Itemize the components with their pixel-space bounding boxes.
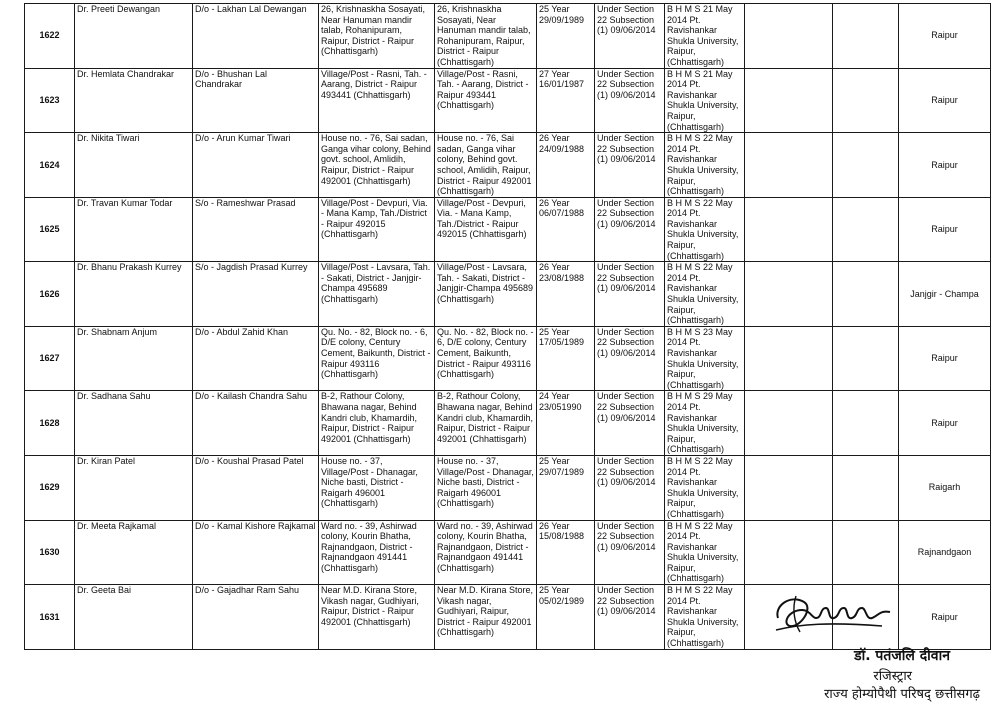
age-dob: 26 Year 23/08/1988 [537,262,595,327]
qualification: B H M S 29 May 2014 Pt. Ravishankar Shukla University, Raipur, (Chhattisgarh) [665,391,745,456]
serial-number: 1622 [25,4,75,69]
signature-mark [770,588,900,638]
parent-name: S/o - Rameshwar Prasad [193,197,319,262]
registrar-name: डॉ. पतंजलि दीवान [854,648,950,664]
age-dob: 24 Year 23/051990 [537,391,595,456]
age-dob: 26 Year 15/08/1988 [537,520,595,585]
district: Raipur [899,4,991,69]
qualification: B H M S 23 May 2014 Pt. Ravishankar Shukla University, Raipur, (Chhattisgarh) [665,326,745,391]
qualification: B H M S 21 May 2014 Pt. Ravishankar Shukla University, Raipur, (Chhattisgarh) [665,68,745,133]
registration-details: Under Section 22 Subsection (1) 09/06/2014 [595,585,665,650]
district: Raipur [899,197,991,262]
parent-name: S/o - Jagdish Prasad Kurrey [193,262,319,327]
permanent-address: Qu. No. - 82, Block no. - 6, D/E colony, Century Cement, Baikunth, District - Raipur 493116 (Chhattisgarh) [319,326,435,391]
table-row [25,197,991,262]
serial-number: 1625 [25,197,75,262]
qualification: B H M S 22 May 2014 Pt. Ravishankar Shukla University, Raipur, (Chhattisgarh) [665,262,745,327]
present-address: Qu. No. - 82, Block no. - 6, D/E colony, Century Cement, Baikunth, District - Raipur 493116 (Chhattisgarh) [435,326,537,391]
present-address: House no. - 37, Village/Post - Dhanagar, Niche basti, District - Raigarh 496001 (Chhattisgarh) [435,455,537,520]
present-address: Village/Post - Devpuri, Via. - Mana Kamp, Tah./District - Raipur 492015 (Chhattisgarh) [435,197,537,262]
present-address: Village/Post - Rasni, Tah. - Aarang, District - Raipur 493441 (Chhattisgarh) [435,68,537,133]
age-dob: 26 Year 24/09/1988 [537,133,595,198]
parent-name: D/o - Lakhan Lal Dewangan [193,4,319,69]
serial-number: 1628 [25,391,75,456]
serial-number: 1629 [25,455,75,520]
district: Raipur [899,133,991,198]
serial-number: 1630 [25,520,75,585]
parent-name: D/o - Kamal Kishore Rajkamal [193,520,319,585]
serial-number: 1623 [25,68,75,133]
parent-name: D/o - Bhushan Lal Chandrakar [193,68,319,133]
age-dob: 25 Year 29/07/1989 [537,455,595,520]
registration-details: Under Section 22 Subsection (1) 09/06/2014 [595,4,665,69]
empty-cell [833,68,899,133]
registration-details: Under Section 22 Subsection (1) 09/06/2014 [595,455,665,520]
present-address: Ward no. - 39, Ashirwad colony, Kourin Bhatha, Rajnandgaon, District - Rajnandgaon 491441 (Chhattisgarh) [435,520,537,585]
empty-cell [833,262,899,327]
present-address: Near M.D. Kirana Store, Vikash nagar, Gudhiyari, Raipur, District - Raipur 492001 (Chhattisgarh) [435,585,537,650]
doctor-name: Dr. Kiran Patel [75,455,193,520]
district: Rajnandgaon [899,520,991,585]
qualification: B H M S 22 May 2014 Pt. Ravishankar Shukla University, Raipur, (Chhattisgarh) [665,197,745,262]
present-address: 26, Krishnaskha Sosayati, Near Hanuman mandir talab, Rohanipuram, Raipur, District - Raipur (Chhattisgarh) [435,4,537,69]
registration-details: Under Section 22 Subsection (1) 09/06/2014 [595,133,665,198]
district: Raipur [899,326,991,391]
council-name: राज्य होम्योपैथी परिषद् छत्तीसगढ़ [824,687,980,702]
empty-cell [745,326,833,391]
age-dob: 26 Year 06/07/1988 [537,197,595,262]
empty-cell [745,4,833,69]
district: Janjgir - Champa [899,262,991,327]
registration-details: Under Section 22 Subsection (1) 09/06/2014 [595,520,665,585]
registrar-title: रजिस्ट्रार [873,669,912,684]
registration-details: Under Section 22 Subsection (1) 09/06/2014 [595,68,665,133]
district: Raipur [899,585,991,650]
table-row [25,133,991,198]
empty-cell [745,391,833,456]
serial-number: 1624 [25,133,75,198]
district: Raigarh [899,455,991,520]
table-row [25,391,991,456]
parent-name: D/o - Arun Kumar Tiwari [193,133,319,198]
empty-cell [833,4,899,69]
age-dob: 25 Year 17/05/1989 [537,326,595,391]
parent-name: D/o - Abdul Zahid Khan [193,326,319,391]
permanent-address: Village/Post - Devpuri, Via. - Mana Kamp, Tah./District - Raipur 492015 (Chhattisgarh) [319,197,435,262]
empty-cell [833,197,899,262]
permanent-address: House no. - 37, Village/Post - Dhanagar, Niche basti, District - Raigarh 496001 (Chhattisgarh) [319,455,435,520]
table-body [25,4,991,650]
qualification: B H M S 21 May 2014 Pt. Ravishankar Shukla University, Raipur, (Chhattisgarh) [665,4,745,69]
permanent-address: House no. - 76, Sai sadan, Ganga vihar colony, Behind govt. school, Amlidih, Raipur, District - Raipur 492001 (Chhattisgarh) [319,133,435,198]
doctor-name: Dr. Shabnam Anjum [75,326,193,391]
table-row [25,262,991,327]
empty-cell [745,455,833,520]
registration-details: Under Section 22 Subsection (1) 09/06/2014 [595,391,665,456]
permanent-address: B-2, Rathour Colony, Bhawana nagar, Behind Kandri club, Khamardih, Raipur, District - Raipur 492001 (Chhattisgarh) [319,391,435,456]
parent-name: D/o - Gajadhar Ram Sahu [193,585,319,650]
empty-cell [745,197,833,262]
parent-name: D/o - Kailash Chandra Sahu [193,391,319,456]
permanent-address: 26, Krishnaskha Sosayati, Near Hanuman mandir talab, Rohanipuram, Raipur, District - Raipur (Chhattisgarh) [319,4,435,69]
empty-cell [745,262,833,327]
empty-cell [833,455,899,520]
empty-cell [833,520,899,585]
registration-table [24,3,991,650]
doctor-name: Dr. Sadhana Sahu [75,391,193,456]
age-dob: 27 Year 16/01/1987 [537,68,595,133]
doctor-name: Dr. Bhanu Prakash Kurrey [75,262,193,327]
qualification: B H M S 22 May 2014 Pt. Ravishankar Shukla University, Raipur, (Chhattisgarh) [665,133,745,198]
table-row [25,68,991,133]
table-row [25,455,991,520]
serial-number: 1631 [25,585,75,650]
qualification: B H M S 22 May 2014 Pt. Ravishankar Shukla University, Raipur, (Chhattisgarh) [665,520,745,585]
qualification: B H M S 22 May 2014 Pt. Ravishankar Shukla University, Raipur, (Chhattisgarh) [665,585,745,650]
permanent-address: Village/Post - Lavsara, Tah. - Sakati, District - Janjgir-Champa 495689 (Chhattisgarh) [319,262,435,327]
district: Raipur [899,391,991,456]
registration-details: Under Section 22 Subsection (1) 09/06/2014 [595,197,665,262]
table-row [25,326,991,391]
empty-cell [745,133,833,198]
empty-cell [833,391,899,456]
doctor-name: Dr. Travan Kumar Todar [75,197,193,262]
district: Raipur [899,68,991,133]
age-dob: 25 Year 05/02/1989 [537,585,595,650]
qualification: B H M S 22 May 2014 Pt. Ravishankar Shukla University, Raipur, (Chhattisgarh) [665,455,745,520]
table-row [25,520,991,585]
registration-details: Under Section 22 Subsection (1) 09/06/2014 [595,262,665,327]
doctor-name: Dr. Hemlata Chandrakar [75,68,193,133]
doctor-name: Dr. Geeta Bai [75,585,193,650]
present-address: House no. - 76, Sai sadan, Ganga vihar colony, Behind govt. school, Amlidih, Raipur, District - Raipur 492001 (Chhattisgarh) [435,133,537,198]
doctor-name: Dr. Nikita Tiwari [75,133,193,198]
empty-cell [833,326,899,391]
signature-block [750,588,990,708]
present-address: B-2, Rathour Colony, Bhawana nagar, Behind Kandri club, Khamardih, Raipur, District - Raipur 492001 (Chhattisgarh) [435,391,537,456]
empty-cell [745,520,833,585]
empty-cell [745,68,833,133]
table-row [25,4,991,69]
permanent-address: Ward no. - 39, Ashirwad colony, Kourin Bhatha, Rajnandgaon, District - Rajnandgaon 491441 (Chhattisgarh) [319,520,435,585]
age-dob: 25 Year 29/09/1989 [537,4,595,69]
serial-number: 1626 [25,262,75,327]
permanent-address: Near M.D. Kirana Store, Vikash nagar, Gudhiyari, Raipur, District - Raipur 492001 (Chhattisgarh) [319,585,435,650]
parent-name: D/o - Koushal Prasad Patel [193,455,319,520]
permanent-address: Village/Post - Rasni, Tah. - Aarang, District - Raipur 493441 (Chhattisgarh) [319,68,435,133]
empty-cell [833,133,899,198]
doctor-name: Dr. Preeti Dewangan [75,4,193,69]
serial-number: 1627 [25,326,75,391]
registration-details: Under Section 22 Subsection (1) 09/06/2014 [595,326,665,391]
doctor-name: Dr. Meeta Rajkamal [75,520,193,585]
present-address: Village/Post - Lavsara, Tah. - Sakati, District - Janjgir-Champa 495689 (Chhattisgarh) [435,262,537,327]
